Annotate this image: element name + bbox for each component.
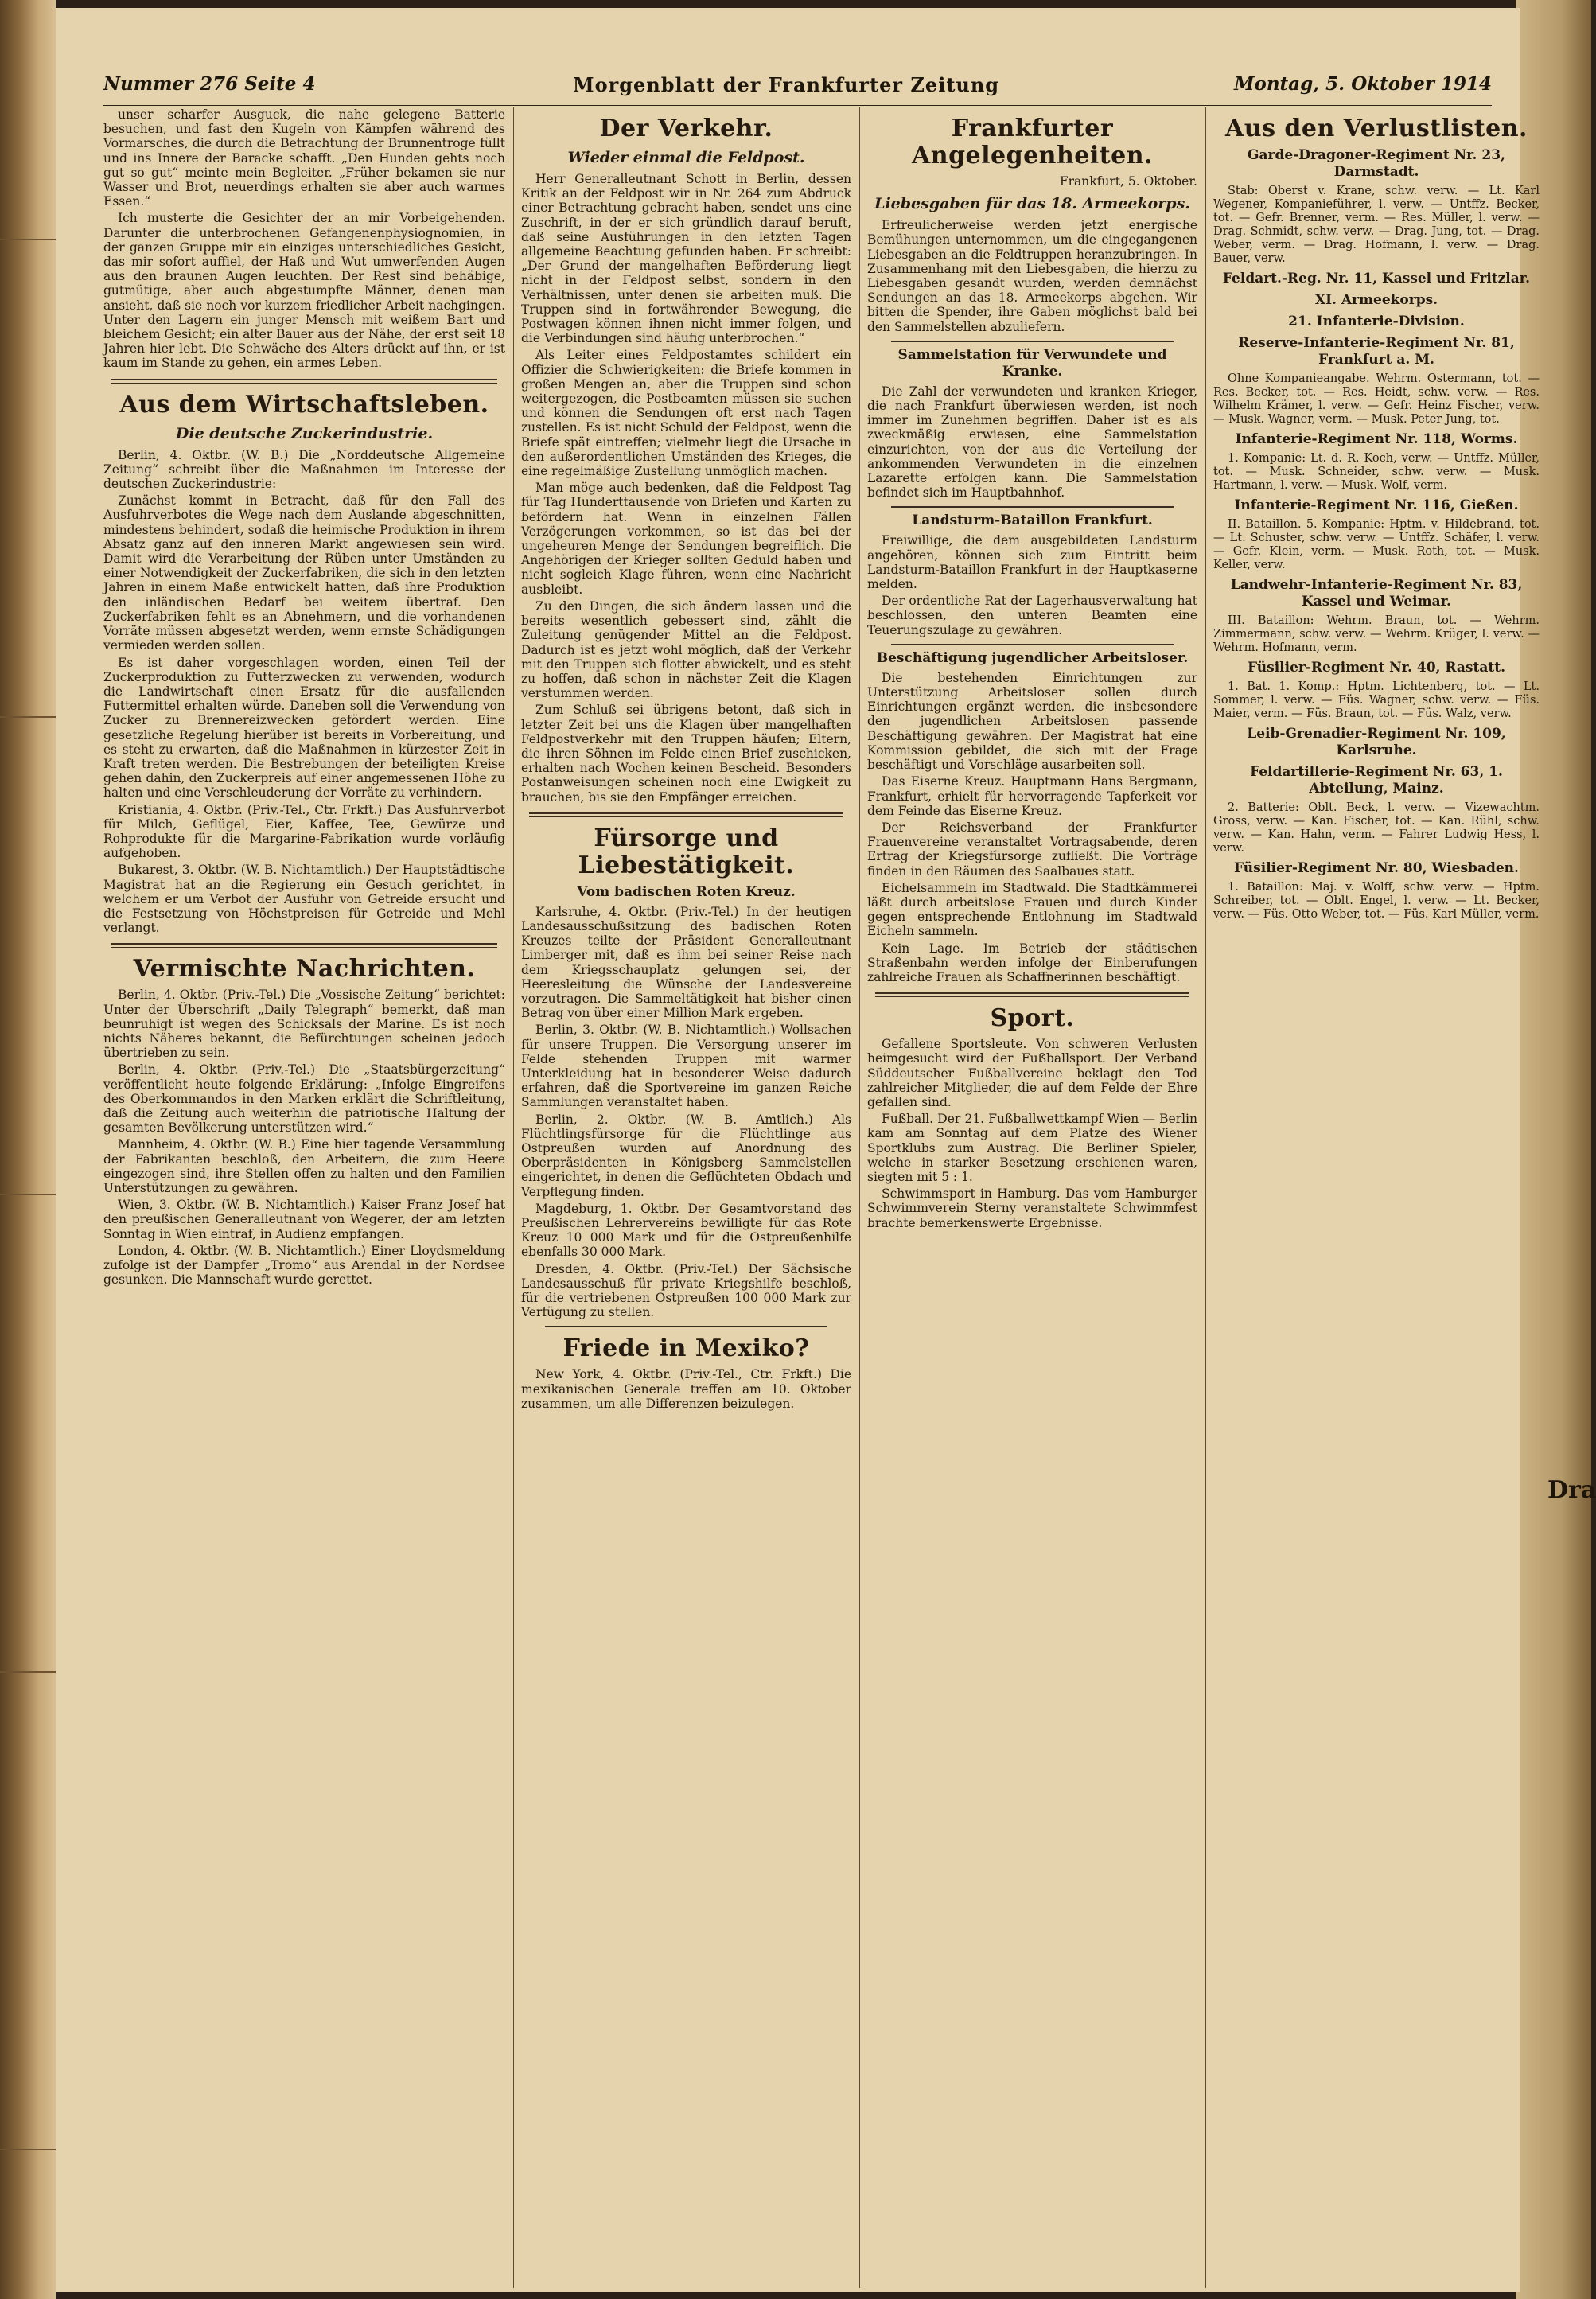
divider <box>891 341 1174 342</box>
article-text: Mannheim, 4. Oktbr. (W. B.) Eine hier tagende Versammlung der Fabrikanten beschloß, den Arbeitern, die zum Heere eingezogen sind, ihre Stellen offen zu halten und den Familien Unterstützungen zu gewähren. <box>103 1137 505 1195</box>
article-text: Berlin, 4. Oktbr. (Priv.-Tel.) Die „Vossische Zeitung“ berichtet: Unter der Überschrift „Daily Telegraph“ bemerkt, daß man beunruhigt ist wegen des Schicksals der Marine. Es ist noch nichts Näheres bekannt, die Befürchtungen scheinen jedoch übertrieben zu sein. <box>103 988 505 1061</box>
article-text: Berlin, 4. Oktbr. (Priv.-Tel.) Die „Staatsbürgerzeitung“ veröffentlicht heute folgende Erklärung: „Infolge Eingreifens des Oberkommandos in den Marken erklärt die Schriftleitung, daß die Zeitung auch weiterhin die patriotische Haltung der gesamten Bevölkerung unterstützen wird.“ <box>103 1062 505 1136</box>
article-text: Magdeburg, 1. Oktbr. Der Gesamtvorstand des Preußischen Lehrervereins bewilligte für das Rote Kreuz 10 000 Mark und für die Ostpreußenhilfe ebenfalls 30 000 Mark. <box>521 1201 851 1260</box>
divider <box>111 943 497 948</box>
column-rule <box>513 107 514 2288</box>
article-heading: Beschäftigung jugendlicher Arbeitsloser. <box>876 649 1189 666</box>
article-heading: Liebesgaben für das 18. Armeekorps. <box>874 195 1190 213</box>
article-text: Die Zahl der verwundeten und kranken Krieger, die nach Frankfurt überwiesen werden, ist noch immer im Zunehmen begriffen. Daher ist es als zweckmäßig erwiesen, eine Sammelstation einzurichten, von der aus die Verteilung der ankommenden Verwundeten in die einzelnen Lazarette erfolgen kann. Die Sammelstation befindet sich im Hauptbahnhof. <box>867 384 1197 501</box>
article-text: New York, 4. Oktbr. (Priv.-Tel., Ctr. Frkft.) Die mexikanischen Generale treffen am 10. Oktober zusammen, um alle Differenzen beizulegen. <box>521 1367 851 1411</box>
article-text: Als Leiter eines Feldpostamtes schildert ein Offizier die Schwierigkeiten: die Briefe kommen in großen Mengen an, aber die Truppen sind schon weitergezogen, die Postbeamten müssen sie suchen und können die Sendungen oft erst nach Tagen zustellen. Es ist nicht Schuld der Feldpost, wenn die Briefe spät eintreffen; vielmehr liegt die Ursache in den außerordentlichen Umständen des Krieges, die eine regelmäßige Zustellung unmöglich machen. <box>521 348 851 479</box>
article-text: Gefallene Sportsleute. Von schweren Verlusten heimgesucht wird der Fußballsport. Der Verband Süddeutscher Fußballvereine beklagt den Tod zahlreicher Mitglieder, die auf dem Felde der Ehre gefallen sind. <box>867 1037 1197 1109</box>
article-text: Man möge auch bedenken, daß die Feldpost Tag für Tag Hunderttausende von Briefen und Karten zu befördern hat. Wenn in einzelnen Fällen Verzögerungen vorkommen, so ist das bei der ungeheuren Menge der Sendungen begreiflich. Die Angehörigen der Krieger sollten Geduld haben und nicht sogleich Klage führen, wenn eine Nachricht ausbleibt. <box>521 481 851 597</box>
casualty-list: Ohne Kompanieangabe. Wehrm. Ostermann, tot. — Res. Becker, tot. — Res. Heidt, schw. verw. — Res. Wilhelm Krämer, l. verw. — Gefr. Heinz Fischer, verw. — Musk. Wagner, verm. — Musk. Peter Jung, tot. <box>1213 372 1540 426</box>
column-rule <box>859 107 860 2288</box>
divider <box>111 379 497 384</box>
regiment-heading: Garde-Dragoner-Regiment Nr. 23, Darmstadt. <box>1248 147 1505 180</box>
casualty-list: 1. Bat. 1. Komp.: Hptm. Lichtenberg, tot. — Lt. Sommer, l. verw. — Füs. Wagner, schw. verw. — Füs. Maier, verm. — Füs. Braun, tot. — Füs. Walz, verw. <box>1213 680 1540 720</box>
regiment-heading: Feldart.-Reg. Nr. 11, Kassel und Fritzlar. <box>1222 271 1531 286</box>
article-text: Berlin, 2. Oktbr. (W. B. Amtlich.) Als Flüchtlingsfürsorge für die Flüchtlinge aus Ostpreußen wurden auf Anordnung des Oberpräsidenten in Königsberg Sammelstellen eingerichtet, in denen die Geflüchteten Obdach und Verpflegung finden. <box>521 1112 851 1199</box>
page-header <box>103 73 1492 107</box>
article-text: unser scharfer Ausguck, die nahe gelegene Batterie besuchen, und fast den Kugeln von Kämpfen während des Vormarsches, die durch die Betrachtung der Brunnentroge füllt und ins Innere der Baracke schafft. „Den Hunden gehts noch gut so gut“ meinte mein Begleiter. „Früher bekamen sie nur Wasser und Brot, neuerdings erhalten sie aber auch warmes Essen.“ <box>103 107 505 209</box>
article-text: Berlin, 3. Oktbr. (W. B. Nichtamtlich.) Wollsachen für unsere Truppen. Die Versorgung unserer im Felde stehenden Truppen mit warmer Unterkleidung hat in besonderer Weise dadurch erfahren, daß die Sportvereine im ganzen Reiche Sammlungen veranstaltet haben. <box>521 1023 851 1110</box>
column-4 <box>1213 107 1540 2292</box>
section-heading: Fürsorge und Liebestätigkeit. <box>578 824 795 879</box>
regiment-heading: Infanterie-Regiment Nr. 116, Gießen. <box>1234 497 1519 513</box>
article-heading: Sammelstation für Verwundete und Kranke. <box>897 346 1167 380</box>
section-heading: Vermischte Nachrichten. <box>133 955 476 984</box>
section-heading: Friede in Mexiko? <box>562 1335 810 1363</box>
column-2 <box>521 107 851 2292</box>
article-text: Der Reichsverband der Frankfurter Frauenvereine veranstaltet Vortragsabende, deren Ertrag der Kriegsfürsorge zufließt. Die Vorträge finden in den Räumen des Saalbaues statt. <box>867 820 1197 879</box>
article-text: Die bestehenden Einrichtungen zur Unterstützung Arbeitsloser sollen durch Einrichtungen ergänzt werden, die insbesondere den jugendlichen Arbeitslosen passende Beschäftigung gewähren. Der Magistrat hat eine Kommission gebildet, die sich mit der Frage beschäftigt und Vorschläge ausarbeiten soll. <box>867 670 1197 773</box>
casualty-list: 1. Kompanie: Lt. d. R. Koch, verw. — Untffz. Müller, tot. — Musk. Schneider, schw. verw. — Musk. Hartmann, l. verw. — Musk. Wolf, verm. <box>1213 452 1540 492</box>
article-text: Freiwillige, die dem ausgebildeten Landsturm angehören, können sich zum Eintritt beim Landsturm-Bataillon Frankfurt in der Hauptkaserne melden. <box>867 533 1197 592</box>
article-text: Kein Lage. Im Betrieb der städtischen Straßenbahn werden infolge der Einberufungen zahlreiche Frauen als Schaffnerinnen beschäftigt. <box>867 941 1197 984</box>
dateline: Frankfurt, 5. Oktober. <box>1059 174 1197 189</box>
article-text: Schwimmsport in Hamburg. Das vom Hamburger Schwimmverein Sterny veranstaltete Schwimmfest brachte bemerkenswerte Ergebnisse. <box>867 1187 1197 1230</box>
article-text: Zunächst kommt in Betracht, daß für den Fall des Ausfuhrverbotes die Wege nach dem Auslande abgeschnitten, mindestens behindert, sodaß die heimische Produktion in ihrem Absatz ganz auf den inneren Markt angewiesen sein wird. Damit wird die Verarbeitung der Rüben unter Umständen zu einer Notwendigkeit der Zuckerfabriken, die sich in den letzten Jahren in einem Maße entwickelt hatten, daß ihre Produktion den inländischen Bedarf bei weitem übertraf. Den Zuckerfabriken fehlt es an Abnehmern, und die vorhandenen Vorräte müssen abgesetzt werden, wenn ernste Schädigungen vermieden werden sollen. <box>103 493 505 653</box>
casualty-list: 1. Bataillon: Maj. v. Wolff, schw. verw. — Hptm. Schreiber, tot. — Oblt. Engel, l. verw. — Lt. Becker, verw. — Füs. Otto Weber, tot. — Füs. Karl Müller, verm. <box>1213 881 1540 921</box>
article-text: Kristiania, 4. Oktbr. (Priv.-Tel., Ctr. Frkft.) Das Ausfuhrverbot für Milch, Geflügel, Eier, Kaffee, Tee, Gewürze und Rohprodukte für die Margarine-Fabrikation wurde vorläufig aufgehoben. <box>103 802 505 861</box>
section-heading: Frankfurter Angelegenheiten. <box>911 115 1153 170</box>
page-number: Nummer 276 Seite 4 <box>103 73 316 95</box>
divider <box>891 644 1174 645</box>
article-text: Herr Generalleutnant Schott in Berlin, dessen Kritik an der Feldpost wir in Nr. 264 zum Abdruck einer Betrachtung gebracht haben, sendet uns eine Zuschrift, in der er sich gründlich darauf beruft, daß seine Ausführungen in den letzten Tagen allgemeine Beachtung gefunden haben. Er schreibt: „Der Grund der mangelhaften Beförderung liegt nicht in der Feldpost selbst, sondern in den Verhältnissen, unter denen sie arbeiten muß. Die Truppen sind in fortwährender Bewegung, die Postwagen können ihnen nicht immer folgen, und die Verbindungen sind häufig unterbrochen.“ <box>521 172 851 346</box>
issue-date: Montag, 5. Oktober 1914 <box>1234 73 1492 95</box>
section-heading: Sport. <box>990 1004 1075 1033</box>
divider <box>875 992 1189 997</box>
article-text: Fußball. Der 21. Fußballwettkampf Wien — Berlin kam am Sonntag auf dem Platze des Wiener Sportklubs zum Austrag. Die Berliner Spieler, welche in starker Besetzung erschienen waren, siegten mit 5 : 1. <box>867 1112 1197 1184</box>
newspaper-page <box>56 8 1540 2292</box>
article-text: Es ist daher vorgeschlagen worden, einen Teil der Zuckerproduktion zu Futterzwecken zu verwenden, wodurch die Landwirtschaft einen Ersatz für die ausfallenden Futtermittel erhalten würde. Daneben soll die Verwendung von Zucker zu Brennereizwecken gefördert werden. Eine gesetzliche Regelung hierüber ist bereits in Vorbereitung, und es steht zu erwarten, daß die Maßnahmen in kürzester Zeit in Kraft treten werden. Die Bestrebungen der beteiligten Kreise gehen dahin, den Zuckerpreis auf einer angemessenen Höhe zu halten und eine Verschleuderung der Vorräte zu verhindern. <box>103 655 505 801</box>
article-text: Berlin, 4. Oktbr. (W. B.) Die „Norddeutsche Allgemeine Zeitung“ schreibt über die Maßnahmen im Interesse der deutschen Zuckerindustrie: <box>103 447 505 492</box>
casualty-list: 2. Batterie: Oblt. Beck, l. verw. — Vizewachtm. Gross, verw. — Kan. Fischer, tot. — Kan. Rühl, schw. verw. — Kan. Hahn, verm. — Fahrer Ludwig Hess, l. verw. <box>1213 801 1540 855</box>
regiment-heading: Landwehr-Infanterie-Regiment Nr. 83, Kassel und Weimar. <box>1230 577 1523 610</box>
article-text: Der ordentliche Rat der Lagerhausverwaltung hat beschlossen, den unteren Beamten eine Teuerungszulage zu gewähren. <box>867 594 1197 637</box>
regiment-heading: 21. Infanterie-Division. <box>1288 314 1465 329</box>
regiment-heading: XI. Armeekorps. <box>1314 292 1438 308</box>
article-heading: Die deutsche Zuckerindustrie. <box>175 424 434 442</box>
section-heading: Aus den Verlustlisten. <box>1225 115 1528 142</box>
regiment-heading: Füsilier-Regiment Nr. 80, Wiesbaden. <box>1234 860 1519 876</box>
divider <box>545 1326 827 1327</box>
article-text: Karlsruhe, 4. Oktbr. (Priv.-Tel.) In der heutigen Landesausschußsitzung des badischen Roten Kreuzes teilte der Präsident Generalleutnant Limberger mit, daß es ihm bei seiner Reise nach dem Kriegsschauplatz gelungen sei, der Heeresleitung die Wünsche der Landesvereine vorzutragen. Die Sammeltätigkeit hat bisher einen Betrag von über einer Million Mark ergeben. <box>521 904 851 1021</box>
article-text: London, 4. Oktbr. (W. B. Nichtamtlich.) Einer Lloydsmeldung zufolge ist der Dampfer „Tromo“ aus Arendal in der Nordsee gesunken. Die Mannschaft wurde gerettet. <box>103 1243 505 1288</box>
article-text: Bukarest, 3. Oktbr. (W. B. Nichtamtlich.) Der Hauptstädtische Magistrat hat an die Regierung ein Gesuch gerichtet, in welchem er um Verbot der Ausfuhr von Getreide ersucht und die Festsetzung von Höchstpreisen für Getreide und Mehl verlangt. <box>103 863 505 936</box>
casualty-list: II. Bataillon. 5. Kompanie: Hptm. v. Hildebrand, tot. — Lt. Schuster, schw. verw. — Untffz. Schäfer, l. verw. — Gefr. Klein, verm. — Musk. Roth, tot. — Musk. Keller, verw. <box>1213 518 1540 571</box>
article-text: Wien, 3. Oktbr. (W. B. Nichtamtlich.) Kaiser Franz Josef hat den preußischen Generalleutnant von Wegerer, der am letzten Sonntag in Wien eintraf, in Audienz empfangen. <box>103 1198 505 1241</box>
adjacent-page-fragment: Dra <box>1547 1476 1596 1504</box>
article-text: Ich musterte die Gesichter der an mir Vorbeigehenden. Darunter die unterbrochenen Gefangenenphysiognomien, in der ganzen Gruppe mir ein einziges unterschiedliches Gesicht, das mir sofort auffiel, der Haß und Wut umwerfenden Augen aus den braunen Augen leuchten. Der Rest sind behäbige, gutmütige, aber auch abgestumpfte Männer, denen man ansieht, daß sie noch vor kurzem friedlicher Arbeit nachgingen. Unter den Lagern ein junger Mensch mit weißem Bart und bleichem Gesicht; ein alter Bauer aus der Nähe, der erst seit 18 Jahren hier lebt. Die Schwäche des Alters drückt auf ihn, er ist kaum im Stande zu gehen, ein armes Leben. <box>103 211 505 371</box>
article-heading: Vom badischen Roten Kreuz. <box>577 883 796 900</box>
regiment-heading: Feldartillerie-Regiment Nr. 63, 1. Abteilung, Mainz. <box>1250 764 1503 797</box>
divider <box>529 812 843 817</box>
article-heading: Wieder einmal die Feldpost. <box>567 149 805 166</box>
section-heading: Der Verkehr. <box>599 115 773 142</box>
article-text: Dresden, 4. Oktbr. (Priv.-Tel.) Der Sächsische Landesausschuß für private Kriegshilfe beschloß, für die vertriebenen Ostpreußen 100 000 Mark zur Verfügung zu stellen. <box>521 1261 851 1320</box>
casualty-list: III. Bataillon: Wehrm. Braun, tot. — Wehrm. Zimmermann, schw. verw. — Wehrm. Krüger, l. verw. — Wehrm. Hofmann, verm. <box>1213 614 1540 654</box>
article-text: Eichelsammeln im Stadtwald. Die Stadtkämmerei läßt durch arbeitslose Frauen und durch Kinder gegen entsprechende Entlohnung im Stadtwald Eicheln sammeln. <box>867 880 1197 939</box>
casualty-list: Stab: Oberst v. Krane, schw. verw. — Lt. Karl Wegener, Kompanieführer, l. verw. — Untffz. Becker, tot. — Gefr. Brenner, verm. — Res. Müller, l. verw. — Drag. Schmidt, schw. verw. — Drag. Jung, tot. — Drag. Weber, verm. — Drag. Hofmann, l. verw. — Drag. Bauer, verw. <box>1213 185 1540 265</box>
article-text: Zum Schluß sei übrigens betont, daß sich in letzter Zeit bei uns die Klagen über mangelhaften Feldpostverkehr mit den Truppen häufen; Eltern, die ihren Söhnen im Felde einen Brief zuschicken, erhalten nach Wochen keinen Bescheid. Besonders Postanweisungen scheinen noch eine Ewigkeit zu brauchen, bis sie den Empfänger erreichen. <box>521 703 851 805</box>
regiment-heading: Leib-Grenadier-Regiment Nr. 109, Karlsruhe. <box>1247 726 1506 758</box>
section-heading: Aus dem Wirtschaftsleben. <box>119 390 489 419</box>
article-heading: Landsturm-Bataillon Frankfurt. <box>912 512 1153 529</box>
book-binding <box>0 0 56 2299</box>
article-text: Zu den Dingen, die sich ändern lassen und die bereits wesentlich gebessert sind, zählt die Zuleitung genügender Mittel an die Feldpost. Dadurch ist es jetzt wohl möglich, daß der Verkehr mit den Truppen sich flotter abwickelt, und es steht zu hoffen, daß schon in nächster Zeit die Klagen verstummen werden. <box>521 598 851 701</box>
regiment-heading: Füsilier-Regiment Nr. 40, Rastatt. <box>1248 660 1505 676</box>
masthead: Morgenblatt der Frankfurter Zeitung <box>573 73 1000 96</box>
column-1 <box>103 107 505 2292</box>
divider <box>891 506 1174 508</box>
column-rule <box>1205 107 1206 2288</box>
column-3 <box>867 107 1197 2292</box>
regiment-heading: Reserve-Infanterie-Regiment Nr. 81, Frankfurt a. M. <box>1238 335 1515 368</box>
regiment-heading: Infanterie-Regiment Nr. 118, Worms. <box>1235 431 1518 447</box>
article-text: Das Eiserne Kreuz. Hauptmann Hans Bergmann, Frankfurt, erhielt für hervorragende Tapferkeit vor dem Feinde das Eiserne Kreuz. <box>867 774 1197 818</box>
article-text: Erfreulicherweise werden jetzt energische Bemühungen unternommen, um die eingegangenen Liebesgaben an die Feldtruppen heranzubringen. In Zusammenhang mit den Liebesgaben, die hierzu zu Liebesgaben gesandt wurden, werden demnächst Sendungen an das 18. Armeekorps abgehen. Wir bitten die Spender, ihre Gaben möglichst bald bei den Sammelstellen abzuliefern. <box>867 218 1197 334</box>
